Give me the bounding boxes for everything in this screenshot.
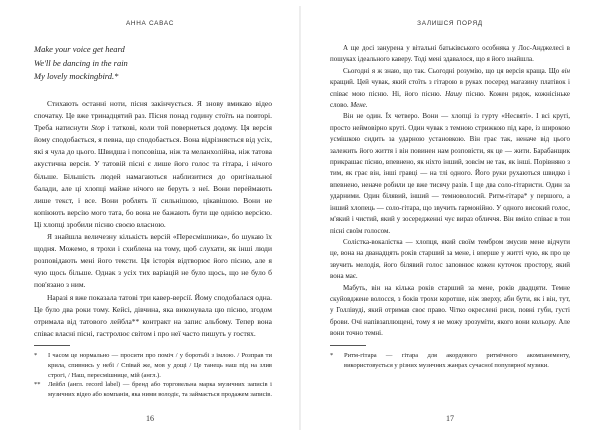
text-run: пісню. Кожен рядок, кожнісіньке слово. (330, 89, 570, 110)
footnote-text: Ритм-гітара — гітара для акордового ритмічного акомпанементу, використовується у різних музичних жанрах сучасної популярної музики. (344, 352, 570, 369)
footnote (330, 351, 570, 371)
italic-text: він (561, 66, 570, 75)
song-verse (34, 43, 128, 84)
text-run: Солістка-вокалістка — хлопця, який своїм тембром змусив мене відчути це, вона на дванадцять років старший за мене, і вперше у житті чую, як про це звучить мелодія, його білявий голос заповнює кожен куточок простору, який вона має. (330, 237, 570, 281)
footnote-text: І часом це нормально — просити про поміч / у боротьбі з імлою. / Розправ ти крила, спивнись у небі / Співай же, мов у дощі / Це танець наш під на злив строгі, / Наш, пересмішнице, мій (англ.). (48, 352, 272, 379)
text-run: і таткові, коли той повернеться додому. Ця версія йому сподобається, я певна, що сподобається. Вона відрізняється від усіх, які я чула до цього. Швидша і попсовіша, ніж та меланхолійна, ніж татова акустична версія. У татовій пісні є лише його голос та гітара, і нічого більше. Більшість людей намагаються наблизитися до оригінальної балади, але ці хлопці майже нічого не беруть з неї. Вони переймають лише текст, і все. Вони роблять її сильнішою, цікавішою. Вони не копіюють версію мого тата, бо вона не бажають бути ще однією версією. Ці хлопці зробили пісню своєю власною. (34, 123, 272, 229)
text-run: Мабуть, він на кілька років старший за мене, років двадцяти. Темне скуйовджене волосся, з боків трохи коротше, ніж зверху, аби бути, як і він, тут, у Голлівуді, який отримав своє право. Чітко окреслені риси, повні губи, густі брови. Очі напівзаплющені, тому я не можу зрозуміти, якого вони кольору. Але вони точно темні. (330, 283, 570, 338)
text-run: Він не один. Їх четверо. Вони — хлопці із гурту «Несвяті». І всі круті, просто неймовірно круті. Один чувак з темною стрижкою під каре, із широкою усмішкою сидить за ударною установкою. Він грає так, неначе від цього залежить його життя і він повинен нам розповісти, як це — жити. Барабанщик прикрашає пісню, впевнено, як ніхто інший, зовсім не так, як інші. Порівняно з тим, як грає він, інші гравці — на тлі одного. Його руки рухаються швидко і впевнено, неначе робили це вже тисячу разів. І ще два соло-гітаристи. Один за ударними. Один білявий, інший — темноволосий. Ритм-гітара* у першого, а інший хлопець — соло-гітара, що звучить гармонійно. У одного високий голос, м'який і чистий, який у зосередженні чує вираз обличчя. Він вміло співає в тон пісні своїм голосом. (330, 112, 570, 235)
footnote-mark: ** (34, 381, 41, 389)
paragraph (330, 111, 570, 236)
text-run: Наразі я вже показала татові три кавер-версії. Йому сподобалася одна. Це було два роки тому. Кейсі, дівчина, яка виконувала цю пісню, згодом отримала від татового лейбла** контракт на запис альбому. Тепер вона співає власні пісні, гастролює світом і про неї часто пишуть у гостях. (34, 292, 272, 338)
running-header-title: ЗАЛИШСЯ ПОРЯД (417, 20, 483, 27)
page-number: 17 (446, 414, 454, 423)
right-footnotes (330, 351, 570, 371)
right-body-text (330, 43, 570, 340)
paragraph (34, 292, 272, 340)
text-run: Я знайшла величезну кількість версій «Пересмішника», бо шукаю їх щодня. Можемо, я трохи і схиблена на тому, щоб слухати, як інші люди розповідають мені його тексти. Ця історія відтворює його пісню, але я чую щось більше. Однак з усіх тих варіацій не було щось, що не було б пов'язано з ним. (34, 232, 272, 290)
running-header-author: АННА САВАС (125, 20, 175, 27)
footnote-mark: * (34, 352, 38, 359)
text-run: Стихають останні ноти, пісня закінчується. Я знову вмикаю відео спочатку. Це вже тринадцятий раз. Пісня понад годину стоїть на повторі. Треба натиснути (34, 99, 272, 133)
footnote (34, 380, 272, 400)
right-page (300, 0, 600, 436)
italic-text: Нашу (445, 89, 463, 98)
italic-text: Stop (91, 123, 105, 133)
verse-line: We'll be dancing in the rain (34, 57, 128, 68)
footnote-mark: * (330, 352, 334, 359)
paragraph (330, 66, 570, 112)
left-footnotes (34, 351, 272, 400)
footnote-rule (330, 345, 366, 346)
footnote-rule (34, 345, 70, 346)
left-body-text (34, 98, 272, 340)
italic-text: Мене. (350, 101, 368, 110)
text-run: А ще досі занурена у вітальні батьківського особняка у Лос-Анджелесі в пошуках ідеального каверу. Тоді мені здавалося, що я його знайшла. (330, 44, 570, 64)
verse-line: My lovely mockingbird.* (34, 71, 119, 81)
verse-line: Make your voice get heard (34, 44, 125, 54)
text-run: Сьогодні я ж знаю, що так. Сьогодні розумію, що ця версія краща. Що (343, 66, 562, 75)
paragraph (34, 98, 272, 231)
paragraph (330, 43, 570, 66)
footnote (34, 351, 272, 380)
paragraph (330, 237, 570, 283)
text-run: кращий. Цей чувак, який стоїть з гітарою в руках посеред магазину платівок і співає мою пісню. Ні, його пісню. (330, 78, 570, 98)
footnote-text: Лейбл (англ. record label) — бренд або торговельна марка музичних записів і музичних відео або компанія, яка ними володіє, та займається продажем записів. (48, 381, 272, 399)
page-number: 16 (146, 414, 154, 423)
paragraph (34, 231, 272, 291)
paragraph (330, 283, 570, 340)
